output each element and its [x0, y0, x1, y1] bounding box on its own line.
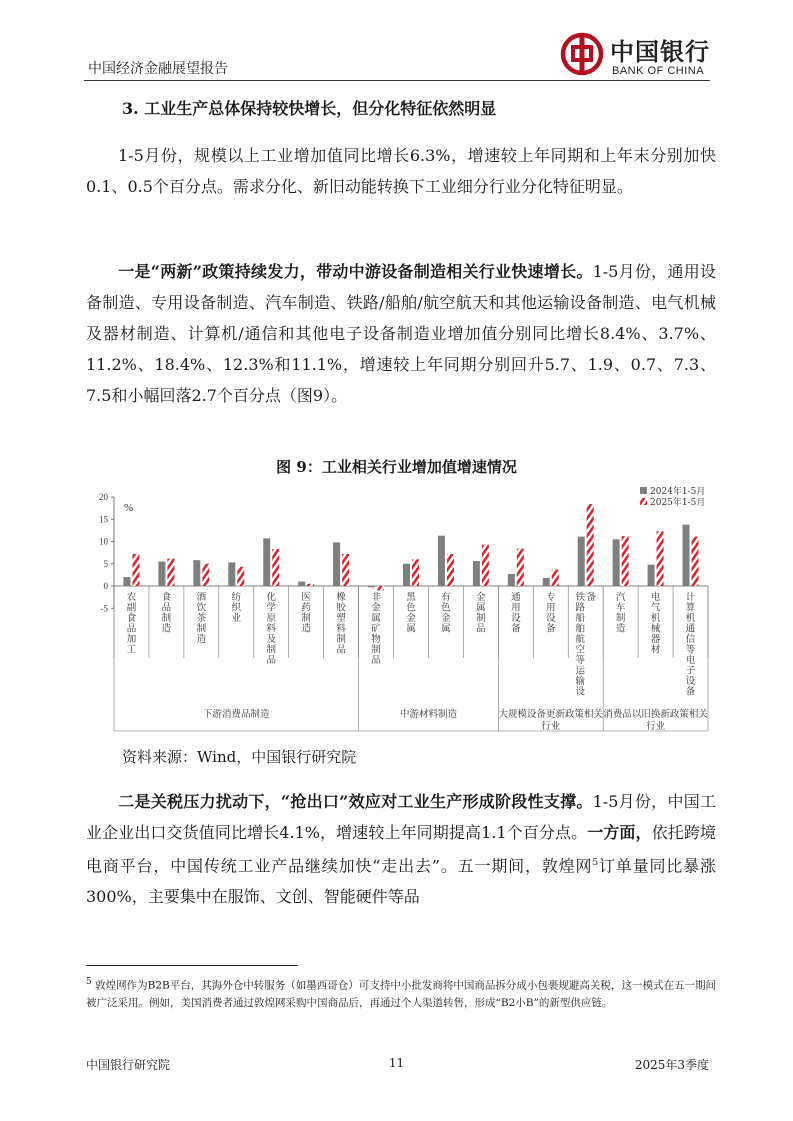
category-label-char: 纺	[231, 592, 242, 603]
category-label-char: 制	[615, 613, 626, 624]
bar-2025	[447, 554, 454, 586]
figure-title: 图 9：工业相关行业增加值增速情况	[276, 458, 517, 476]
category-label-char: 学	[266, 602, 276, 614]
section-heading: 3. 工业生产总体保持较快增长，但分化特征依然明显	[122, 99, 497, 118]
category-label-char: 制	[476, 613, 486, 624]
y-tick-label: 15	[99, 514, 108, 525]
group-label: 消费品以旧换新政策相关	[603, 709, 708, 720]
category-label-char: 制	[336, 634, 346, 645]
category-label-char: 电	[685, 655, 696, 666]
category-label-char: 材	[650, 644, 661, 656]
category-label-char: 输	[575, 676, 585, 687]
category-label-char: 用	[511, 602, 521, 614]
category-label-char: 塑	[336, 613, 346, 624]
category-label-char: 通	[511, 592, 521, 603]
group-label: 下游消费品制造	[203, 709, 270, 720]
category-label-char: 非	[371, 592, 381, 603]
bar-2024	[158, 562, 165, 586]
category-label-char: 等	[575, 655, 585, 666]
category-label-char: 茶	[196, 613, 207, 624]
paragraph-3	[86, 786, 716, 912]
category-label-char: 金	[441, 613, 451, 624]
category-label-char: 造	[615, 623, 626, 635]
group-label-line2: 行业	[646, 721, 666, 732]
legend-swatch-2024	[640, 487, 647, 494]
y-tick-label: 5	[103, 558, 108, 569]
footer-institute: 中国银行研究院	[86, 1058, 171, 1072]
paragraph-2	[86, 256, 716, 411]
group-label: 大规模设备更新政策相关	[498, 709, 604, 720]
bar-2024	[648, 565, 655, 586]
category-label-char: 加	[126, 634, 137, 645]
bar-2024	[508, 574, 515, 586]
bar-2025	[342, 554, 349, 586]
category-label-char: 及	[266, 634, 276, 645]
bar-2024	[228, 562, 235, 586]
bar-2024	[193, 560, 200, 586]
logo-chinese-name: 中国银行	[610, 37, 710, 66]
paragraph-1	[86, 140, 716, 202]
category-label-char: 业	[231, 613, 242, 624]
paragraph-3-text-b: 依托跨境电商平台，中国传统工业产品继续加快“走出去”。五一期间，敦煌网	[86, 823, 716, 876]
boc-emblem-icon	[560, 32, 604, 76]
category-label-char: 属	[441, 623, 451, 635]
category-label-char: 品	[371, 655, 381, 666]
bar-2025	[237, 567, 244, 586]
header-divider	[84, 80, 710, 81]
category-label-char: 食	[161, 592, 172, 603]
category-label-char: 药	[301, 602, 311, 614]
bar-2024	[578, 537, 585, 586]
category-label-char: 造	[301, 623, 311, 635]
paragraph-2-text: 1-5月份，通用设备制造、专用设备制造、汽车制造、铁路/船舶/航空航天和其他运输设备制造、电气机械及器材制造、计算机/通信和其他电子设备制造业增加值分别同比增长8.4%、3.7%、11.2%、18.4%、12.3%和11.1%，增速较上年同期分别回升5.7、1.9、0.7、7.3、7.5和小幅回落2.7个百分点（图9）。	[86, 262, 716, 405]
category-label-char: 制	[266, 644, 276, 656]
category-label-char: 铁	[575, 592, 585, 603]
category-label-char: 金	[406, 613, 416, 624]
figure-source: 资料来源：Wind，中国银行研究院	[122, 748, 357, 766]
category-label-char: 农	[126, 592, 137, 603]
category-label-char: 原	[266, 613, 276, 624]
category-label-char: 设	[511, 613, 521, 624]
category-label-char: 料	[266, 623, 276, 635]
category-label-char: 黑	[406, 592, 416, 603]
category-label-char: 机	[685, 613, 696, 624]
footnote-marker: 5	[86, 977, 92, 987]
paragraph-3-lead-2: 一方面，	[587, 823, 652, 842]
category-label-char: 橡	[336, 592, 346, 603]
category-label-char: 胶	[336, 602, 346, 614]
category-label-char: 子	[685, 665, 696, 677]
y-tick-label: -5	[100, 603, 108, 614]
category-label-char: 备	[511, 623, 521, 635]
category-label-char: 有	[441, 592, 451, 603]
category-label-char: 品	[126, 623, 137, 635]
footnote-divider	[86, 965, 298, 966]
bar-2024	[403, 564, 410, 586]
category-label-char: 造	[196, 634, 207, 645]
category-label-char: 等	[685, 644, 696, 656]
group-label-line2: 行业	[541, 721, 561, 732]
logo-english-name: BANK OF CHINA	[612, 65, 705, 77]
paragraph-2-lead: 一是“两新”政策持续发力，带动中游设备制造相关行业快速增长。	[118, 262, 593, 281]
category-label-char: 制	[161, 613, 172, 624]
category-label-char: 船	[575, 613, 585, 624]
paragraph-3-text-a: 1-5月份，中国工业企业出口交货值同比增长4.1%，增速较上年同期提高1.1个百分点。	[86, 792, 716, 842]
category-label-char: 品	[161, 602, 172, 614]
category-label-char: 机	[650, 613, 661, 624]
category-label-char: 酒	[196, 592, 207, 603]
category-label-char: 医	[301, 592, 311, 603]
category-label-char: 制	[196, 623, 207, 635]
category-label-char: 设	[575, 686, 585, 698]
category-label-char: 副	[126, 602, 137, 614]
bar-2025	[622, 536, 629, 586]
legend-swatch-2025	[640, 498, 647, 505]
bar-2025	[272, 549, 279, 586]
bar-2025	[517, 549, 524, 586]
bar-2024	[473, 561, 480, 586]
legend-label: 2025年1-5月	[650, 498, 706, 508]
category-label-char: 备	[685, 686, 696, 698]
footnote	[86, 974, 716, 1012]
category-label-char: 航	[575, 634, 585, 645]
bar-2025	[377, 586, 384, 590]
bar-2025	[552, 570, 559, 586]
footnote-ref[interactable]: 5	[592, 858, 599, 868]
category-label-char: 路	[575, 602, 585, 614]
category-label-char: 备	[586, 592, 596, 603]
bank-logo	[556, 32, 716, 80]
bar-2024	[543, 578, 550, 586]
category-label-char: 属	[476, 602, 486, 614]
category-label-char: 计	[685, 592, 696, 603]
category-label-char: 金	[476, 592, 486, 603]
bar-2024	[368, 586, 375, 587]
footnote-text: 敦煌网作为B2B平台，其海外仓中转服务（如墨西哥仓）可支持中小批发商将中国商品拆分成小包裹规避高关税，这一模式在五一期间被广泛采用。例如，美国消费者通过敦煌网采购中国商品后，再通过个人渠道转售，形成“B2小B”的新型供应链。	[86, 979, 716, 1009]
category-label-char: 车	[615, 602, 626, 614]
category-label-char: 品	[476, 623, 486, 635]
category-label-char: 料	[336, 623, 346, 635]
category-label-char: 色	[406, 602, 416, 614]
category-label-char: 算	[685, 602, 696, 614]
category-label-char: 色	[441, 602, 451, 614]
page-number: 11	[388, 1056, 405, 1070]
category-label-char: 制	[301, 613, 311, 624]
y-tick-label: 10	[99, 536, 108, 547]
paragraph-1-text: 1-5月份，规模以上工业增加值同比增长6.3%，增速较上年同期和上年末分别加快0.1、0.5个百分点。需求分化、新旧动能转换下工业细分行业分化特征明显。	[86, 146, 716, 196]
category-label-char: 设	[546, 613, 556, 624]
category-label-char: 通	[685, 623, 696, 635]
bar-2025	[482, 545, 489, 586]
category-label-char: 舶	[575, 623, 585, 635]
bar-2025	[132, 554, 139, 586]
category-label-char: 物	[371, 634, 381, 645]
footer-quarter: 2025年3季度	[634, 1058, 709, 1072]
bar-2025	[202, 564, 209, 586]
bar-2025	[307, 584, 314, 586]
bar-2024	[263, 538, 270, 586]
category-label-char: 品	[266, 655, 276, 666]
category-label-char: 气	[650, 602, 661, 614]
bar-2025	[587, 504, 594, 586]
unit-label: %	[124, 502, 134, 514]
group-label: 中游材料制造	[399, 709, 457, 720]
category-label-char: 信	[685, 634, 696, 645]
paragraph-3-text-c: 订单量同比暴涨300%，主要集中在服饰、文创、智能硬件等品	[86, 856, 716, 907]
bar-2025	[412, 559, 419, 586]
category-label-char: 专	[546, 592, 556, 603]
category-label-char: 运	[575, 665, 585, 677]
bar-2025	[167, 558, 174, 586]
category-label-char: 矿	[371, 623, 381, 635]
category-label-char: 食	[126, 613, 137, 624]
y-tick-label: 20	[99, 492, 108, 502]
bar-2024	[298, 582, 305, 586]
category-label-char: 用	[546, 602, 556, 614]
category-label-char: 金	[371, 602, 381, 614]
category-label-char: 织	[231, 602, 242, 614]
bar-2024	[333, 542, 340, 586]
y-tick-label: 0	[103, 581, 108, 591]
legend-label: 2024年1-5月	[650, 487, 706, 497]
paragraph-3-lead: 二是关税压力扰动下，“抢出口”效应对工业生产形成阶段性支撑。	[118, 792, 593, 811]
category-label-char: 属	[406, 623, 416, 635]
category-label-char: 器	[650, 634, 661, 645]
category-label-char: 械	[650, 623, 661, 635]
bar-2025	[692, 537, 699, 586]
category-label-char: 化	[266, 592, 276, 603]
category-label-char: 设	[685, 676, 696, 687]
bar-chart	[84, 485, 714, 735]
chart-svg	[84, 485, 714, 735]
category-label-char: 工	[126, 644, 137, 656]
bar-2025	[657, 531, 664, 586]
category-label-char: 造	[161, 623, 172, 635]
category-label-char: 制	[371, 644, 381, 656]
category-label-char: 品	[336, 644, 346, 656]
category-label-char: 汽	[615, 592, 626, 603]
category-label-char: 电	[650, 592, 661, 603]
bar-2024	[683, 525, 690, 586]
bar-2024	[123, 577, 130, 586]
report-title: 中国经济金融展望报告	[88, 61, 228, 77]
category-label-char: 空	[575, 644, 585, 656]
category-label-char: 属	[371, 613, 381, 624]
category-label-char: 备	[546, 623, 556, 635]
bar-2024	[438, 536, 445, 586]
bar-2024	[613, 539, 620, 586]
category-label-char: 饮	[196, 602, 207, 614]
